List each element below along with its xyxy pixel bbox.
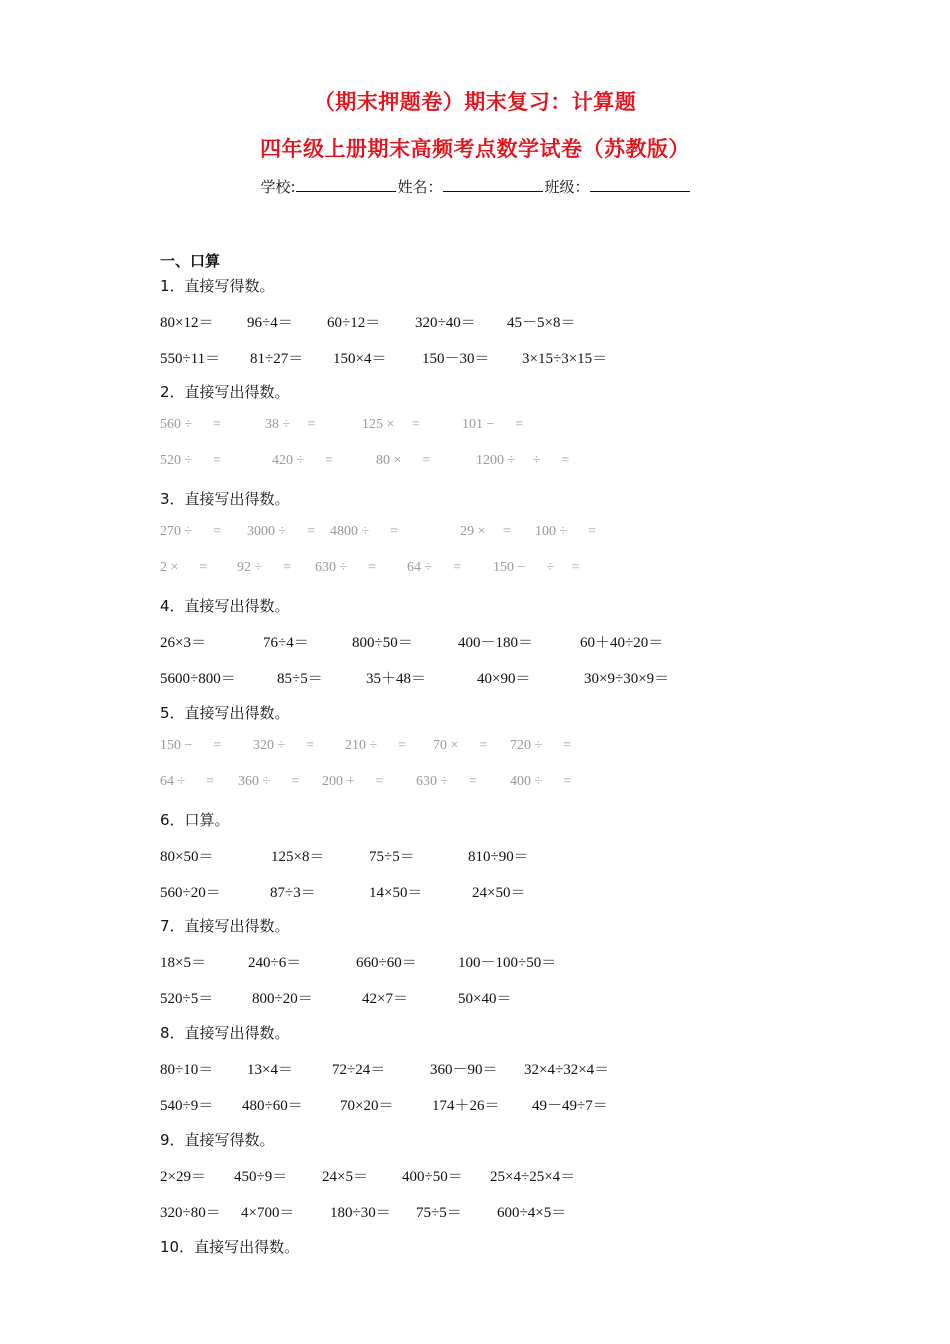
problem-item: 150－30＝: [422, 351, 490, 367]
problem-item: 240÷6＝: [248, 955, 302, 971]
problem-item: 150 − =: [160, 738, 222, 753]
question-label: 10．直接写出得数。: [160, 1238, 300, 1256]
problem-item: 450÷9＝: [234, 1169, 288, 1185]
student-info-line: [0, 176, 950, 197]
question-label: 5．直接写出得数。: [160, 704, 290, 722]
problem-item: 100－100÷50＝: [458, 955, 557, 971]
problem-item: 320÷80＝: [160, 1205, 221, 1221]
title-line-2: 四年级上册期末高频考点数学试卷（苏教版）: [260, 137, 690, 161]
problem-item: 3000 ÷ =: [247, 524, 316, 539]
problem-item: 29 × =: [460, 524, 511, 539]
problem-item: 630 ÷ =: [416, 774, 478, 789]
question-label: 1．直接写得数。: [160, 277, 275, 295]
problem-item: 40×90＝: [477, 671, 531, 687]
problem-item: 400－180＝: [458, 635, 534, 651]
problem-item: 3×15÷3×15＝: [522, 351, 608, 367]
problem-item: 2×29＝: [160, 1169, 206, 1185]
problem-item: 420 ÷ =: [272, 453, 334, 468]
problem-item: 24×50＝: [472, 885, 526, 901]
problem-item: 125 × =: [362, 417, 420, 432]
problem-item: 70 × =: [433, 738, 488, 753]
problem-item: 96÷4＝: [247, 315, 293, 331]
problem-item: 125×8＝: [271, 849, 325, 865]
problem-item: 81÷27＝: [250, 351, 304, 367]
problem-item: 150×4＝: [333, 351, 387, 367]
problem-item: 480÷60＝: [242, 1098, 303, 1114]
problem-item: 60÷12＝: [327, 315, 381, 331]
problem-item: 540÷9＝: [160, 1098, 214, 1114]
problem-item: 70×20＝: [340, 1098, 394, 1114]
problem-item: 180÷30＝: [330, 1205, 391, 1221]
name-blank[interactable]: [443, 177, 543, 192]
problem-item: 600÷4×5＝: [497, 1205, 567, 1221]
problem-item: 80 × =: [376, 453, 431, 468]
problem-item: 76÷4＝: [263, 635, 309, 651]
problem-item: 4800 ÷ =: [330, 524, 399, 539]
problem-item: 64 ÷ =: [160, 774, 215, 789]
problem-item: 30×9÷30×9＝: [584, 671, 670, 687]
problem-item: 210 ÷ =: [345, 738, 407, 753]
problem-item: 60＋40÷20＝: [580, 635, 664, 651]
problem-item: 270 ÷ =: [160, 524, 222, 539]
problem-item: 72÷24＝: [332, 1062, 386, 1078]
problem-item: 320÷40＝: [415, 315, 476, 331]
problem-item: 200 + =: [322, 774, 384, 789]
school-blank[interactable]: [296, 177, 396, 192]
problem-item: 75÷5＝: [369, 849, 415, 865]
problem-item: 32×4÷32×4＝: [524, 1062, 610, 1078]
problem-item: 360－90＝: [430, 1062, 498, 1078]
name-label: 姓名：: [397, 178, 443, 196]
problem-item: 42×7＝: [362, 991, 408, 1007]
problem-item: 80×50＝: [160, 849, 214, 865]
problem-item: 5600÷800＝: [160, 671, 236, 687]
problem-item: 80×12＝: [160, 315, 214, 331]
problem-item: 101 − =: [462, 417, 524, 432]
problem-item: 150 − ÷ =: [493, 560, 580, 575]
problem-item: 320 ÷ =: [253, 738, 315, 753]
problem-item: 800÷20＝: [252, 991, 313, 1007]
problem-item: 560 ÷ =: [160, 417, 222, 432]
question-label: 3．直接写出得数。: [160, 490, 290, 508]
problem-item: 13×4＝: [247, 1062, 293, 1078]
question-label: 7．直接写出得数。: [160, 917, 290, 935]
problem-item: 85÷5＝: [277, 671, 323, 687]
problem-item: 520÷5＝: [160, 991, 214, 1007]
problem-item: 35＋48＝: [366, 671, 427, 687]
problem-item: 24×5＝: [322, 1169, 368, 1185]
problem-item: 1200 ÷ ÷ =: [476, 453, 570, 468]
problem-item: 87÷3＝: [270, 885, 316, 901]
problem-item: 18×5＝: [160, 955, 206, 971]
problem-item: 630 ÷ =: [315, 560, 377, 575]
problem-item: 64 ÷ =: [407, 560, 462, 575]
question-label: 9．直接写得数。: [160, 1131, 275, 1149]
problem-item: 810÷90＝: [468, 849, 529, 865]
school-label: 学校:: [260, 178, 296, 196]
problem-item: 14×50＝: [369, 885, 423, 901]
problem-item: 75÷5＝: [416, 1205, 462, 1221]
problem-item: 400 ÷ =: [510, 774, 572, 789]
class-label: 班级：: [544, 178, 590, 196]
problem-item: 800÷50＝: [352, 635, 413, 651]
problem-item: 45－5×8＝: [507, 315, 576, 331]
title-line-1: （期末押题卷）期末复习：计算题: [313, 90, 637, 114]
problem-item: 360 ÷ =: [238, 774, 300, 789]
question-label: 8．直接写出得数。: [160, 1024, 290, 1042]
problem-item: 92 ÷ =: [237, 560, 292, 575]
problem-item: 560÷20＝: [160, 885, 221, 901]
problem-item: 100 ÷ =: [535, 524, 597, 539]
problem-item: 26×3＝: [160, 635, 206, 651]
problem-item: 400÷50＝: [402, 1169, 463, 1185]
problem-item: 38 ÷ =: [265, 417, 316, 432]
question-label: 2．直接写出得数。: [160, 383, 290, 401]
problem-item: 660÷60＝: [356, 955, 417, 971]
problem-item: 80÷10＝: [160, 1062, 214, 1078]
problem-item: 4×700＝: [241, 1205, 295, 1221]
question-label: 6．口算。: [160, 811, 230, 829]
class-blank[interactable]: [590, 177, 690, 192]
problem-item: 49－49÷7＝: [532, 1098, 608, 1114]
question-label: 4．直接写出得数。: [160, 597, 290, 615]
problem-item: 520 ÷ =: [160, 453, 222, 468]
problem-item: 50×40＝: [458, 991, 512, 1007]
problem-item: 2 × =: [160, 560, 208, 575]
problem-item: 550÷11＝: [160, 351, 221, 367]
section-heading: 一、口算: [160, 252, 221, 270]
problem-item: 25×4÷25×4＝: [490, 1169, 576, 1185]
problem-item: 720 ÷ =: [510, 738, 572, 753]
problem-item: 174＋26＝: [432, 1098, 500, 1114]
